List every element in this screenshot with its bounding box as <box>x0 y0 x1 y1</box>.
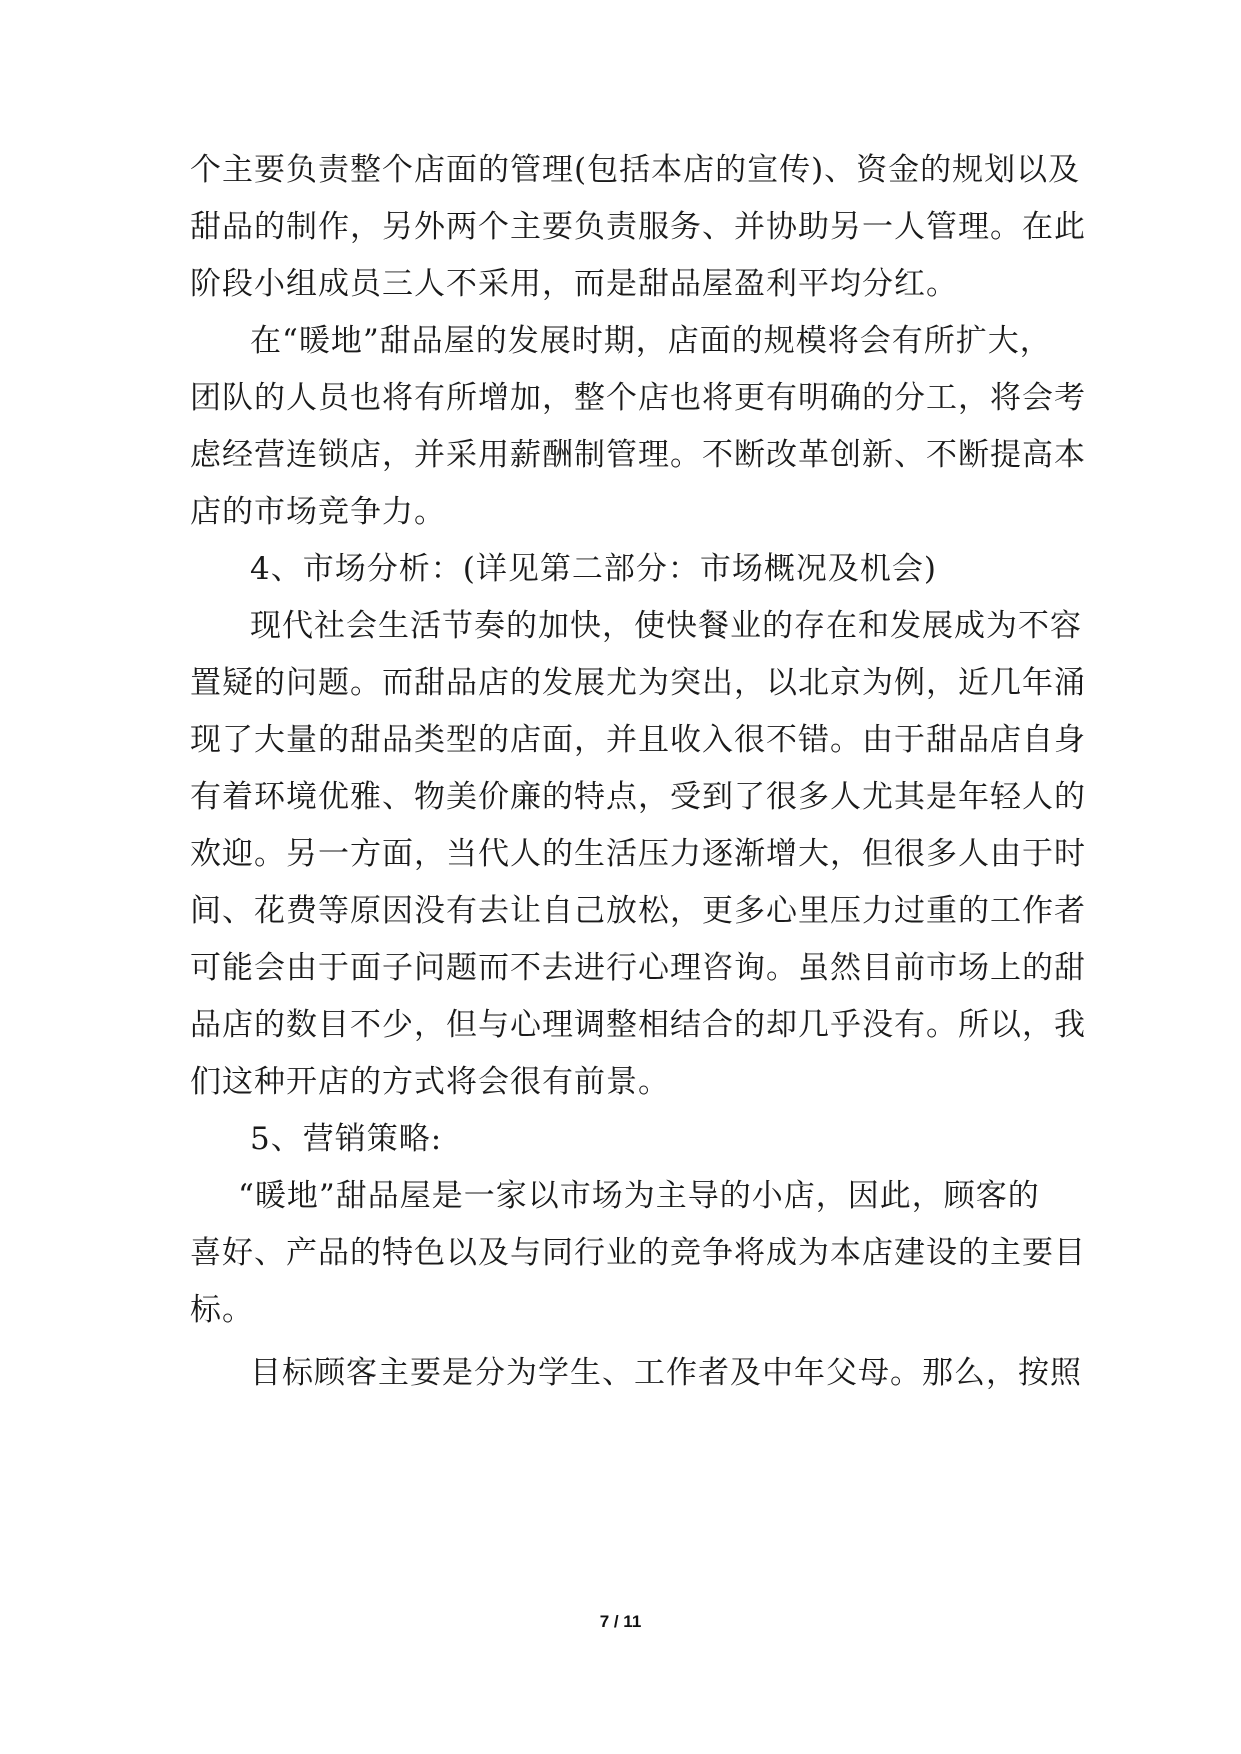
paragraph-start-line: 现代社会生活节奏的加快，使快餐业的存在和发展成为不容 <box>250 608 1082 644</box>
text-line: 品店的数目不少，但与心理调整相结合的却几乎没有。所以，我 <box>190 1007 1086 1043</box>
text-line: 置疑的问题。而甜品店的发展尤为突出，以北京为例，近几年涌 <box>190 665 1086 701</box>
text-line: 标。 <box>190 1292 254 1328</box>
section-heading: 4、市场分析：(详见第二部分：市场概况及机会) <box>250 551 937 587</box>
paragraph-start-line: “暖地”甜品屋是一家以市场为主导的小店，因此，顾客的 <box>238 1178 1040 1214</box>
text-line: 现了大量的甜品类型的店面，并且收入很不错。由于甜品店自身 <box>190 722 1086 758</box>
text-line: 个主要负责整个店面的管理(包括本店的宣传)、资金的规划以及 <box>190 152 1081 188</box>
text-line: 们这种开店的方式将会很有前景。 <box>190 1064 670 1100</box>
text-line: 欢迎。另一方面，当代人的生活压力逐渐增大，但很多人由于时 <box>190 836 1086 872</box>
paragraph-start-line: 在“暖地”甜品屋的发展时期，店面的规模将会有所扩大， <box>250 323 1052 359</box>
section-heading: 5、营销策略: <box>250 1121 443 1157</box>
text-line: 可能会由于面子问题而不去进行心理咨询。虽然目前市场上的甜 <box>190 950 1086 986</box>
paragraph-start-line: 目标顾客主要是分为学生、工作者及中年父母。那么，按照 <box>250 1355 1082 1391</box>
page-number: 7 / 11 <box>599 1612 642 1631</box>
text-line: 阶段小组成员三人不采用，而是甜品屋盈利平均分红。 <box>190 266 958 302</box>
text-line: 甜品的制作，另外两个主要负责服务、并协助另一人管理。在此 <box>190 209 1086 245</box>
text-line: 间、花费等原因没有去让自己放松，更多心里压力过重的工作者 <box>190 893 1086 929</box>
text-line: 喜好、产品的特色以及与同行业的竞争将成为本店建设的主要目 <box>190 1235 1086 1271</box>
text-line: 有着环境优雅、物美价廉的特点，受到了很多人尤其是年轻人的 <box>190 779 1086 815</box>
text-line: 虑经营连锁店，并采用薪酬制管理。不断改革创新、不断提高本 <box>190 437 1086 473</box>
text-line: 店的市场竞争力。 <box>190 494 446 530</box>
text-line: 团队的人员也将有所增加，整个店也将更有明确的分工，将会考 <box>190 380 1086 416</box>
